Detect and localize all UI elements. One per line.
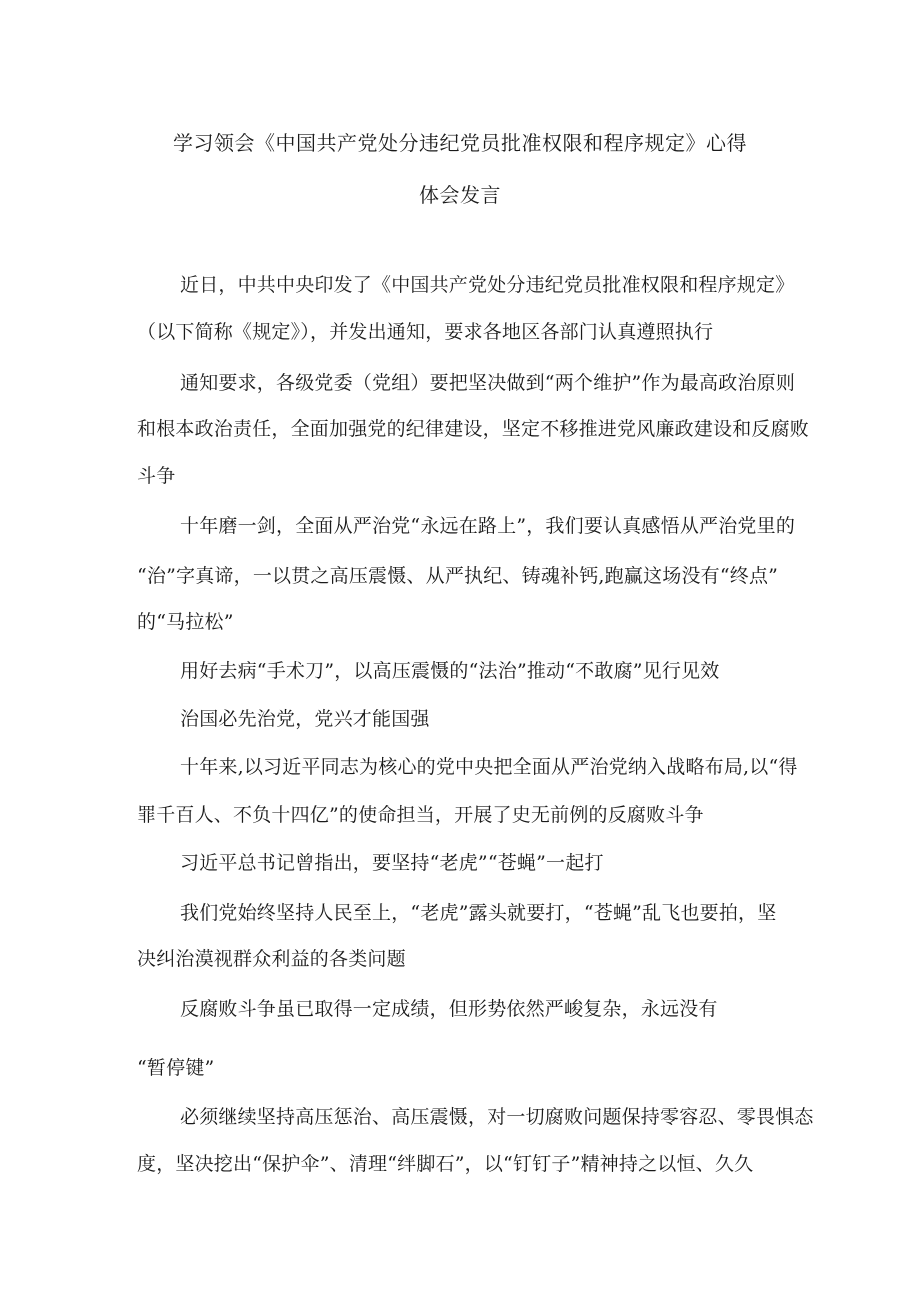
paragraph-10-line-1: 必须继续坚持高压惩治、高压震慑，对一切腐败问题保持零容忍、零畏惧态 bbox=[180, 1106, 814, 1128]
paragraph-8-line-1: 我们党始终坚持人民至上，“老虎”露头就要打，“苍蝇”乱飞也要拍，坚 bbox=[180, 902, 777, 924]
paragraph-1-line-2: （以下简称《规定》），并发出通知，要求各地区各部门认真遵照执行 bbox=[137, 321, 714, 343]
paragraph-6-line-1: 十年来,以习近平同志为核心的党中央把全面从严治党纳入战略布局,以“得 bbox=[180, 756, 798, 778]
paragraph-2-line-2: 和根本政治责任，全面加强党的纪律建设，坚定不移推进党风廉政建设和反腐败 bbox=[137, 418, 810, 440]
paragraph-3-line-2: “治”字真谛，一以贯之高压震慑、从严执纪、铸魂补钙,跑赢这场没有“终点” bbox=[137, 565, 779, 587]
paragraph-1-line-1: 近日，中共中央印发了《中国共产党处分违纪党员批准权限和程序规定》 bbox=[180, 274, 795, 296]
document-title-line-2: 体会发言 bbox=[419, 183, 501, 207]
paragraph-3-line-3: 的“马拉松” bbox=[137, 611, 234, 633]
paragraph-2-line-1: 通知要求，各级党委（党组）要把坚决做到“两个维护”作为最高政治原则 bbox=[180, 372, 796, 394]
paragraph-5-line-1: 治国必先治党，党兴才能国强 bbox=[180, 708, 430, 730]
document-title-line-1: 学习领会《中国共产党处分违纪党员批准权限和程序规定》心得 bbox=[173, 131, 747, 155]
paragraph-2-line-3: 斗争 bbox=[137, 465, 176, 487]
paragraph-9-line-1: 反腐败斗争虽已取得一定成绩，但形势依然严峻复杂，永远没有 bbox=[180, 998, 718, 1020]
paragraph-8-line-2: 决纠治漠视群众利益的各类问题 bbox=[137, 948, 406, 970]
paragraph-3-line-1: 十年磨一剑，全面从严治党“永远在路上”，我们要认真感悟从严治党里的 bbox=[180, 515, 796, 537]
paragraph-6-line-2: 罪千百人、不负十四亿”的使命担当，开展了史无前例的反腐败斗争 bbox=[137, 804, 704, 826]
paragraph-4-line-1: 用好去病“手术刀”，以高压震慑的“法治”推动“不敢腐”见行见效 bbox=[180, 660, 720, 682]
paragraph-7-line-1: 习近平总书记曾指出，要坚持“老虎”“苍蝇”一起打 bbox=[180, 852, 604, 874]
paragraph-10-line-2: 度，坚决挖出“保护伞”、清理“绊脚石”，以“钉钉子”精神持之以恒、久久 bbox=[137, 1153, 754, 1175]
paragraph-9-line-2: “暂停键” bbox=[137, 1057, 215, 1079]
